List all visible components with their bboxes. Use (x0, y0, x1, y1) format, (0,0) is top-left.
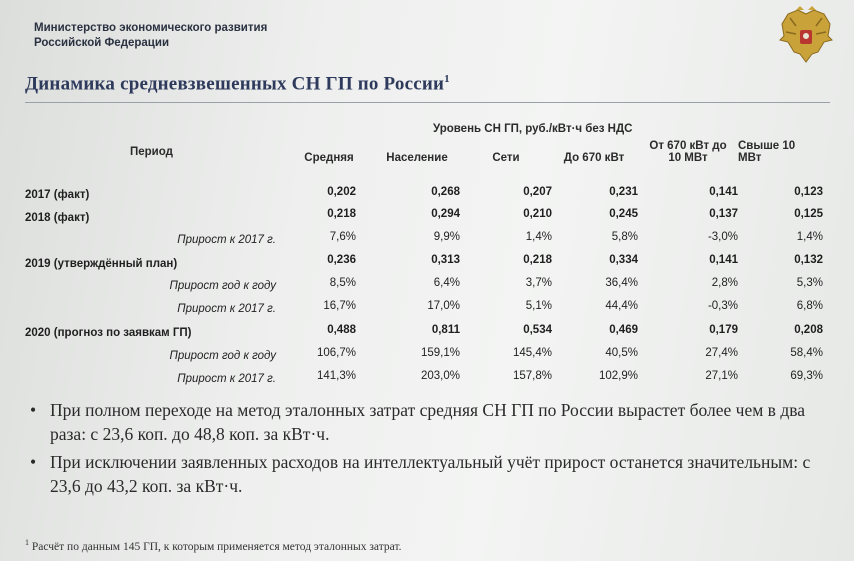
table-cell: 0,123 (794, 186, 823, 198)
column-header-line: От 670 кВт до (649, 140, 727, 152)
table-cell: 0,218 (523, 254, 552, 266)
table-cell: 6,8% (796, 300, 823, 312)
table-cell: 0,245 (609, 208, 638, 220)
group-header: Уровень СН ГП, руб./кВт·ч без НДС (433, 123, 633, 135)
table-cell: -3,0% (707, 231, 738, 243)
bullet-item (28, 450, 828, 498)
table-cell: 0,141 (709, 186, 738, 198)
table-cell: 0,218 (327, 208, 356, 220)
table-cell: 0,137 (709, 208, 738, 220)
table-cell: 8,5% (329, 277, 356, 289)
table-cell: 0,125 (794, 208, 823, 220)
bullet-item (28, 398, 828, 446)
table-cell: 0,334 (609, 254, 638, 266)
table-cell: 157,8% (512, 370, 552, 382)
period-header: Период (130, 146, 173, 158)
table-cell: 0,811 (431, 324, 460, 336)
table-cell: 27,1% (705, 370, 738, 382)
table-cell: 27,4% (705, 347, 738, 359)
table-cell: 17,0% (427, 300, 460, 312)
row-label: Прирост к 2017 г. (177, 303, 276, 315)
table-cell: 5,8% (611, 231, 638, 243)
table-cell: 203,0% (420, 370, 460, 382)
table-cell: -0,3% (707, 300, 738, 312)
column-header-670kw-10mw (638, 140, 738, 164)
table-cell: 0,202 (327, 186, 356, 198)
table-cell: 5,3% (796, 277, 823, 289)
title-text: Динамика средневзвешенных СН ГП по России (25, 73, 445, 95)
row-label: 2019 (утверждённый план) (25, 258, 178, 270)
column-header-over-10mw (738, 140, 818, 164)
table-cell: 0,141 (709, 254, 738, 266)
table-cell: 1,4% (796, 231, 823, 243)
table-cell: 6,4% (433, 277, 460, 289)
table-cell: 5,1% (525, 300, 552, 312)
table-cell: 69,3% (790, 370, 823, 382)
column-header-line: Свыше 10 (738, 140, 796, 152)
row-label: Прирост к 2017 г. (177, 373, 276, 385)
row-label: Прирост год к году (169, 350, 276, 362)
bullet-marker: • (30, 400, 37, 420)
table-cell: 3,7% (525, 277, 552, 289)
row-label: Прирост к 2017 г. (177, 234, 276, 246)
table-cell: 2,8% (711, 277, 738, 289)
table-cell: 145,4% (512, 347, 552, 359)
table-cell: 0,488 (327, 324, 356, 336)
table-cell: 0,231 (609, 186, 638, 198)
table-cell: 0,210 (523, 208, 552, 220)
row-label: 2017 (факт) (25, 189, 90, 201)
bullet-text: При исключении заявленных расходов на интеллектуальный учёт прирост останется значительным: с 23,6 до 43,2 коп. за кВт·ч. (50, 452, 811, 496)
ministry-line-2: Российской Федерации (34, 37, 170, 49)
bullet-text: При полном переходе на метод эталонных затрат средняя СН ГП по России вырастет более чем в два раза: с 23,6 коп. до 48,8 коп. за кВт·ч. (50, 400, 806, 444)
table-cell: 36,4% (605, 277, 638, 289)
bullet-marker: • (30, 452, 37, 472)
column-header-population (374, 152, 460, 164)
table-cell: 58,4% (790, 347, 823, 359)
row-label: 2020 (прогноз по заявкам ГП) (25, 327, 192, 339)
table-cell: 0,132 (794, 254, 823, 266)
column-header-average (296, 152, 362, 164)
ministry-line-1: Министерство экономического развития (34, 22, 268, 34)
table-cell: 44,4% (605, 300, 638, 312)
row-label: Прирост год к году (169, 280, 276, 292)
table-cell: 102,9% (598, 370, 638, 382)
footnote (25, 538, 402, 553)
column-header-line: Сети (492, 152, 520, 164)
footnote-mark: 1 (25, 538, 29, 547)
table-cell: 0,208 (794, 324, 823, 336)
table-cell: 1,4% (525, 231, 552, 243)
column-header-line: Население (386, 152, 448, 164)
row-label: 2018 (факт) (25, 212, 90, 224)
table-cell: 0,179 (709, 324, 738, 336)
table-cell: 0,268 (431, 186, 460, 198)
bullet-list (28, 398, 828, 502)
table-cell: 0,207 (523, 186, 552, 198)
footnote-text: Расчёт по данным 145 ГП, к которым применяется метод эталонных затрат. (31, 540, 402, 553)
table-cell: 9,9% (433, 231, 460, 243)
title-footnote-mark: 1 (444, 73, 450, 85)
column-header-to-670kw (552, 152, 636, 164)
column-header-networks (476, 152, 536, 164)
table-cell: 16,7% (323, 300, 356, 312)
table-cell: 40,5% (605, 347, 638, 359)
table-cell: 0,313 (431, 254, 460, 266)
table-cell: 0,294 (431, 208, 460, 220)
table-cell: 106,7% (316, 347, 356, 359)
table-cell: 159,1% (420, 347, 460, 359)
column-header-line: МВт (738, 152, 762, 164)
column-header-line: До 670 кВт (563, 152, 625, 164)
table-cell: 7,6% (329, 231, 356, 243)
table-cell: 0,236 (327, 254, 356, 266)
table-cell: 141,3% (316, 370, 356, 382)
column-header-line: 10 МВт (668, 152, 708, 164)
table-cell: 0,469 (609, 324, 638, 336)
table-cell: 0,534 (523, 324, 552, 336)
column-header-line: Средняя (304, 152, 354, 164)
